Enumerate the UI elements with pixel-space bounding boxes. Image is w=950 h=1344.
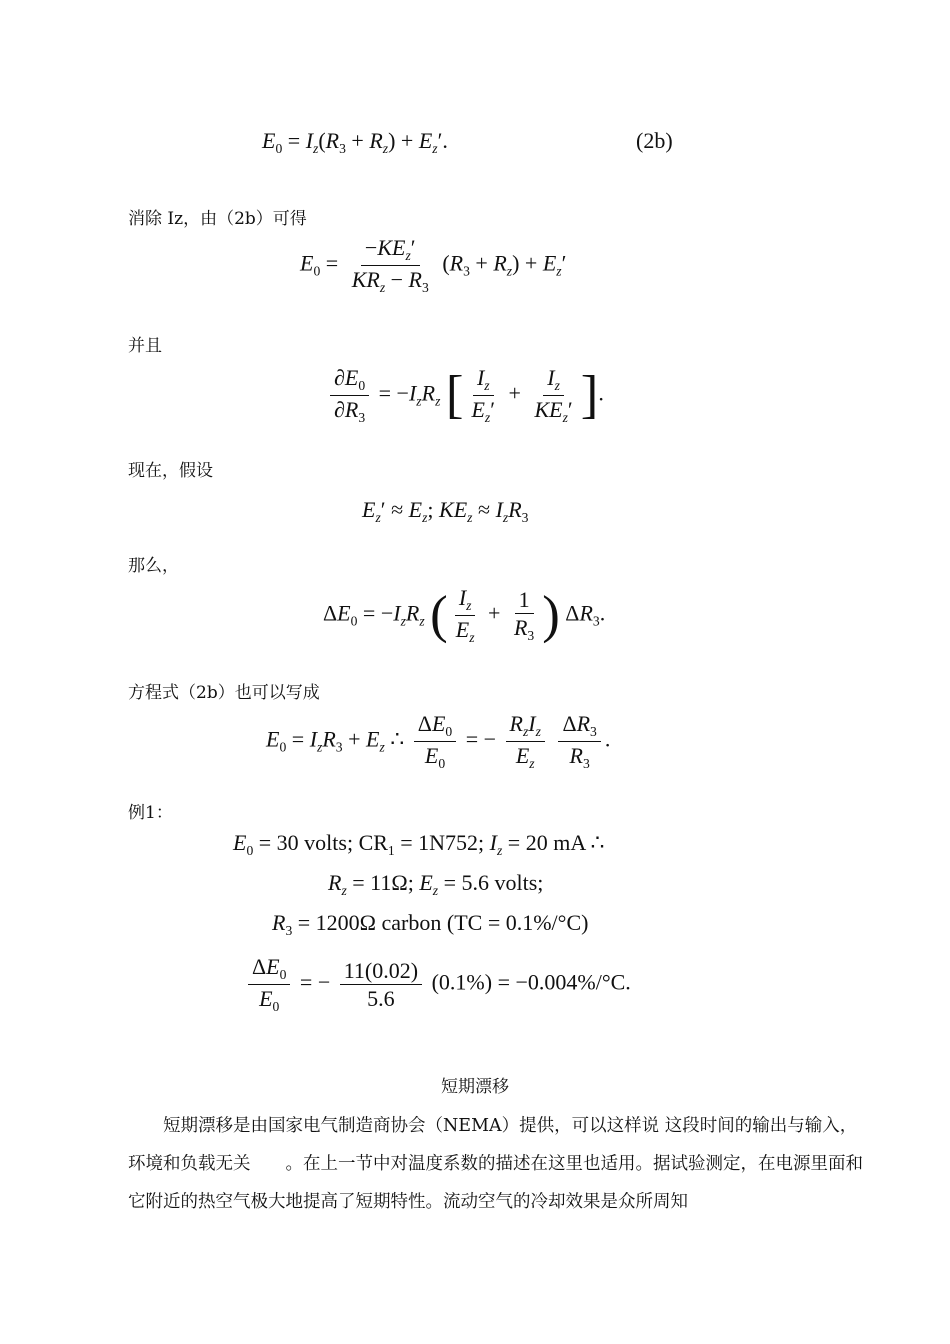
equation-partial-derivative: $\frac{\partial E_0}{\partial R_3}$ = $-I_zR_z$ [ $\frac{I_z}{E_z'}$ + $\frac{I_z}{KE_z'}$ ]. xyxy=(326,366,604,425)
example-line-1: $E_0 = 30$ volts; $CR_1 = 1N752$; $I_z = 20$ mA ∴ xyxy=(233,830,605,858)
text-rewrite: 方程式（2b）也可以写成 xyxy=(128,683,320,703)
text-eliminate: 消除 Iz，由（2b）可得 xyxy=(128,209,307,229)
section-title: 短期漂移 xyxy=(441,1077,509,1097)
text-then: 那么， xyxy=(128,556,179,576)
numerator-one: 1 xyxy=(515,588,534,614)
text-example: 例1： xyxy=(128,803,173,823)
text-and: 并且 xyxy=(128,336,162,356)
equation-rewritten: $E_0 = I_zR_3 + E_z$ ∴ $\frac{\Delta E_0}{E_0}$ = − $\frac{R_zI_z}{E_z}$ $\frac{\Delta R_3}{R_3}$ . xyxy=(266,711,611,771)
equation-e0-solved: $E_0$ = $\frac{-KE_z'}{KR_z - R_3}$ $(R_3 + R_z) + E_z'$ xyxy=(300,235,567,295)
equation-2b: $E_0 = I_z(R_3 + R_z) + E_z'$. xyxy=(262,128,448,156)
text-assume: 现在，假设 xyxy=(128,461,213,481)
paragraph-text: 短期漂移是由国家电气制造商协会（NEMA）提供，可以这样说 这段时间的输出与输入，环境和负载无关 。在上一节中对温度系数的描述在这里也适用。据试验测定，在电源里面和它附近的热空气极大地提高了短期特性。流动空气的冷却效果是众所周知 xyxy=(128,1116,863,1212)
example-line-2: $R_z = 11\Omega$; $E_z = 5.6$ volts; xyxy=(328,870,544,898)
example-line-4: $\frac{\Delta E_0}{E_0}$ = − $\frac{11(0.02)}{5.6}$ (0.1%) = −0.004%/°C. xyxy=(244,955,631,1014)
equation-assumption: $E_z' \approx E_z$; $KE_z \approx I_zR_3$ xyxy=(362,497,529,525)
example-line-3: $R_3 = 1200\Omega$ carbon (TC = 0.1%/°C) xyxy=(272,910,589,938)
equation-delta-e0: $\Delta E_0 = -I_zR_z$ ( $\frac{I_z}{E_z}$ + $\frac{1}{R_3}$ ) $\Delta R_3$. xyxy=(323,585,606,645)
section-paragraph xyxy=(128,1107,863,1221)
equation-number-2b: (2b) xyxy=(636,128,673,153)
